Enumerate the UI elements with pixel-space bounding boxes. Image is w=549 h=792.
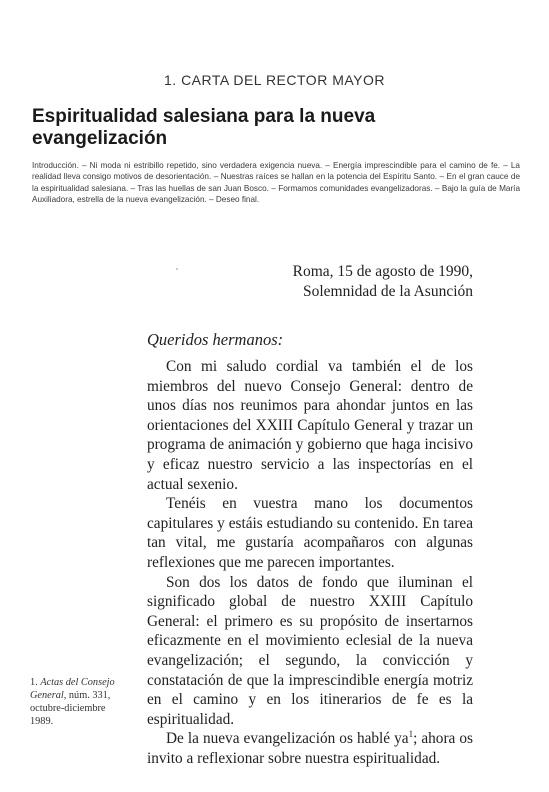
salutation: Queridos hermanos: bbox=[147, 330, 284, 349]
footnote-source-title: Actas del Consejo General, bbox=[30, 677, 115, 701]
print-speck bbox=[176, 268, 178, 270]
paragraph-4-end: ; ahora os invito a reflexionar sobre nuestra espiritualidad. bbox=[147, 730, 473, 767]
section-heading: 1. CARTA DEL RECTOR MAYOR bbox=[164, 72, 385, 88]
footnote-details: núm. 331, octubre-diciembre 1989. bbox=[30, 690, 111, 727]
chapter-summary: Introducción. – Ni moda ni estribillo repetido, sino verdadera exigencia nueva. – Energía imprescindible para el camino de fe. – La realidad lleva consigo motivos de desorientación. – Nuestras raíces se hallan en la potencia del Espíritu Santo. – En el gran cauce de la espiritualidad salesiana. – Tras las huellas de san Juan Bosco. – Formamos comunidades evangelizadoras. – Bajo la guía de María Auxiliadora, estrella de la nueva evangelización. – Deseo final. bbox=[32, 161, 520, 204]
title-line-1: Espiritualidad salesiana para la nueva bbox=[32, 106, 376, 127]
paragraph-3: Son dos los datos de fondo que iluminan el significado global de nuestro XXIII Capítulo General: el primero es su propósito de insertarnos eficazmente en el movimiento eclesial de la nueva evangelización; el segundo, la convicción y constatación de que la imprescindible energía motriz en el camino y en los itinerarios de fe es la espiritualidad. bbox=[147, 573, 473, 728]
title-line-2: evangelización bbox=[32, 128, 168, 149]
paragraph-4-start: De la nueva evangelización os hablé ya bbox=[166, 730, 409, 748]
dateline-occasion: Solemnidad de la Asunción bbox=[302, 283, 473, 300]
footnote-reference[interactable]: 1 bbox=[408, 729, 414, 740]
page-title bbox=[32, 106, 512, 150]
paragraph-4 bbox=[147, 729, 473, 768]
footnote-number: 1. bbox=[30, 677, 38, 688]
dateline-place: Roma, 15 de agosto de 1990, bbox=[292, 263, 473, 280]
paragraph-2: Tenéis en vuestra mano los documentos capitulares y estáis estudiando su contenido. En tarea tan vital, me gustaría acompañaros con algunas reflexiones que me parecen importantes. bbox=[147, 495, 473, 571]
footnote bbox=[30, 676, 126, 728]
letter-body bbox=[147, 357, 473, 768]
paragraph-1: Con mi saludo cordial va también el de los miembros del nuevo Consejo General: dentro de unos días nos reunimos para ahondar juntos en las orientaciones del XXIII Capítulo General y trazar un programa de animación y gobierno que haga incisivo y eficaz nuestro servicio a las inspectorías en el actual sexenio. bbox=[147, 358, 473, 493]
